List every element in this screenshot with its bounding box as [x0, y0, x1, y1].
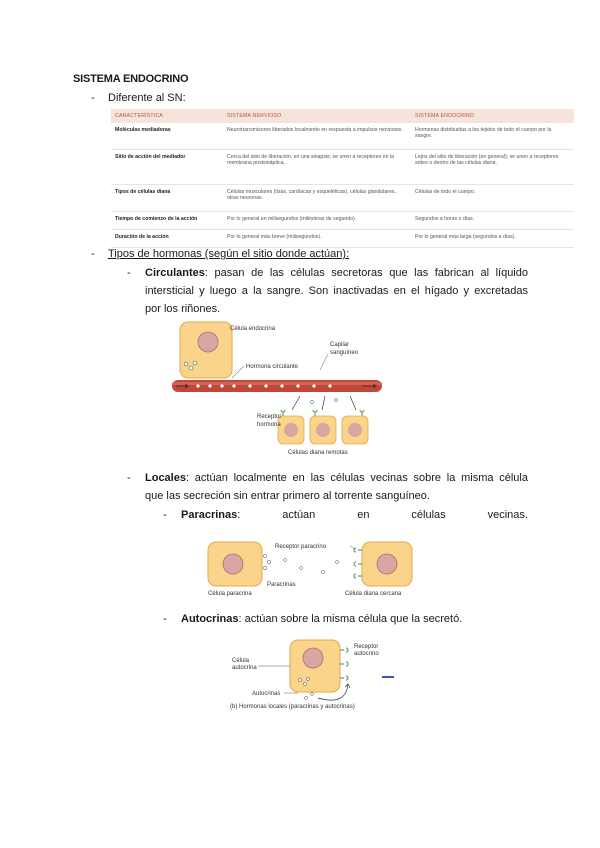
section-heading-tipos: Tipos de hormonas (según el sitio donde actúan):	[108, 248, 350, 260]
table-row	[111, 185, 574, 212]
table-cell: Tipos de células diana	[111, 185, 223, 212]
table-cell: Células de todo el cuerpo.	[411, 185, 574, 212]
table-cell: Tiempo de comienzo de la acción	[111, 212, 223, 230]
paragraph-autocrinas: Autocrinas: actúan sobre la misma célula que la secretó.	[181, 613, 463, 625]
table-cell: Células musculares (lisas, cardíacas y esqueléticas), células glandulares, otras neuronas.	[223, 185, 411, 212]
label-nearby-target: Célula diana cercana	[345, 591, 402, 597]
label-autocrine-cell: Célula	[232, 658, 250, 664]
label-endocrine-cell: Célula endocrina	[230, 326, 276, 332]
table-cell: Sitio de acción del mediador	[111, 150, 223, 185]
page-title: SISTEMA ENDOCRINO	[73, 73, 189, 85]
paracrine-figure	[205, 538, 420, 600]
table-row	[111, 150, 574, 185]
list-item-text: Diferente al SN:	[108, 92, 186, 104]
table-header: SISTEMA ENDOCRINO	[411, 109, 574, 123]
label-capillary: Capilar	[330, 342, 350, 348]
table-header: CARACTERÍSTICA	[111, 109, 223, 123]
list-item-diferente: - Diferente al SN:	[91, 92, 186, 104]
label-remote-target-cells: Células diana remotas	[288, 450, 348, 456]
circulating-hormone-figure	[170, 318, 395, 458]
figure-caption: (b) Hormonas locales (paracrinas y autocrinas)	[230, 704, 355, 710]
table-cell: Hormonas distribuidas a los tejidos de todo el cuerpo por la sangre.	[411, 123, 574, 150]
label-paracrine-cell: Célula paracrina	[208, 591, 252, 597]
comparison-table	[111, 109, 574, 248]
table-cell: Neurotransmisores liberados localmente en respuesta a impulsos nerviosos.	[223, 123, 411, 150]
table-cell: Moléculas mediadoras	[111, 123, 223, 150]
term-autocrinas: Autocrinas	[181, 613, 239, 625]
table-row	[111, 212, 574, 230]
table-cell: Segundos a horas o días.	[411, 212, 574, 230]
term-circulantes: Circulantes	[145, 267, 205, 279]
table-cell: Duración de la acción	[111, 230, 223, 248]
paragraph-circulantes: Circulantes: pasan de las células secretoras que las fabrican al líquido intersticial y luego a la sangre. Son inactivadas en el hígado y excretadas por los riñones.	[145, 267, 528, 315]
table-cell: Por lo general más breve (milisegundos).	[223, 230, 411, 248]
table-cell: Por lo general más larga (segundos a días).	[411, 230, 574, 248]
label-receptor: Receptor	[257, 414, 282, 420]
svg-text:autocrino: autocrino	[354, 651, 379, 657]
nucleus	[198, 332, 218, 352]
table-header-row	[111, 109, 574, 123]
stray-line-mark	[382, 676, 394, 678]
term-locales: Locales	[145, 472, 186, 484]
label-circulating-hormone: Hormona circulante	[246, 364, 299, 370]
blood-capillary	[172, 380, 382, 392]
list-item-tipos: - Tipos de hormonas (según el sitio donde actúan):	[91, 245, 95, 263]
table-cell: Cerca del sitio de liberación, en una sinapsis; se unen a receptores en la membrana postsináptica.	[223, 150, 411, 185]
table-cell: Por lo general en milisegundos (milésimas de segundo).	[223, 212, 411, 230]
paragraph-paracrinas: Paracrinas: actúan en células vecinas.	[181, 509, 528, 521]
label-autocrines: Autocrinas	[252, 691, 281, 697]
autocrine-figure	[228, 636, 403, 716]
table-cell: Lejos del sitio de liberación (en general); se unen a receptores sobre o dentro de las células diana.	[411, 150, 574, 185]
svg-text:hormona: hormona	[257, 422, 281, 428]
label-paracrine-receptor: Receptor paracrino	[275, 544, 327, 550]
table-row	[111, 123, 574, 150]
paragraph-locales: Locales: actúan localmente en las células vecinas sobre la misma célula que las secreción sin entrar primero al torrente sanguíneo.	[145, 472, 528, 502]
term-paracrinas: Paracrinas	[181, 509, 238, 521]
label-autocrine-receptor: Receptor	[354, 644, 379, 650]
svg-text:autocrina: autocrina	[232, 665, 257, 671]
svg-text:sanguíneo: sanguíneo	[330, 350, 359, 356]
table-header: SISTEMA NERVIOSO	[223, 109, 411, 123]
label-paracrines: Paracrinas	[267, 582, 296, 588]
